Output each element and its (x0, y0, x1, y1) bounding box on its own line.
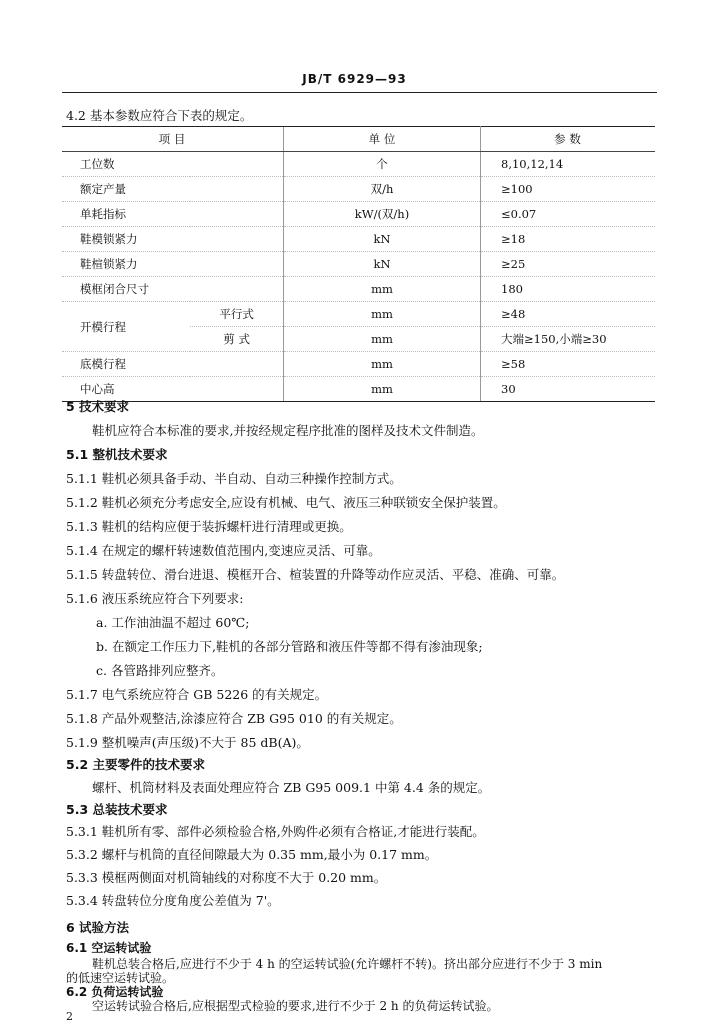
section-4-2: 4.2 基本参数应符合下表的规定。 (66, 108, 253, 123)
cell-unit: 双/h (284, 177, 481, 202)
clause-5-1-6-a: a. 工作油油温不超过 60℃; (96, 615, 250, 630)
section-6-1-text-2: 的低速空运转试验。 (66, 971, 175, 985)
cell-unit: 个 (284, 152, 481, 177)
cell-item: 鞋楦锁紧力 (62, 252, 284, 277)
cell-param: 30 (481, 377, 656, 402)
table-row (62, 277, 655, 302)
clause-5-1-7: 5.1.7 电气系统应符合 GB 5226 的有关规定。 (66, 687, 328, 702)
cell-param: ≥48 (481, 302, 656, 327)
parameter-table (62, 126, 655, 402)
cell-item: 开模行程 (62, 302, 190, 352)
table-row (62, 302, 655, 327)
section-6-1-text-1: 鞋机总装合格后,应进行不少于 4 h 的空运转试验(允许螺杆不转)。挤出部分应进行不少于 3 min (92, 957, 603, 971)
cell-item: 中心高 (62, 377, 284, 402)
clause-5-1-1: 5.1.1 鞋机必须具备手动、半自动、自动三种操作控制方式。 (66, 471, 402, 486)
section-5-1-heading: 5.1 整机技术要求 (66, 447, 168, 462)
clause-5-1-8: 5.1.8 产品外观整洁,涂漆应符合 ZB G95 010 的有关规定。 (66, 711, 402, 726)
header-item: 项 目 (62, 127, 284, 152)
clause-5-1-6-b: b. 在额定工作压力下,鞋机的各部分管路和液压件等都不得有渗油现象; (96, 639, 483, 654)
cell-unit: mm (284, 327, 481, 352)
standard-number: JB/T 6929—93 (302, 72, 407, 86)
section-5-3-heading: 5.3 总装技术要求 (66, 802, 168, 817)
cell-unit: mm (284, 352, 481, 377)
clause-5-1-4: 5.1.4 在规定的螺杆转速数值范围内,变速应灵活、可靠。 (66, 543, 381, 558)
clause-5-1-2: 5.1.2 鞋机必须充分考虑安全,应设有机械、电气、液压三种联锁安全保护装置。 (66, 495, 506, 510)
section-5-2-heading: 5.2 主要零件的技术要求 (66, 757, 205, 772)
section-6-2-heading: 6.2 负荷运转试验 (66, 985, 164, 999)
clause-5-1-6-c: c. 各管路排列应整齐。 (96, 663, 224, 678)
table-row (62, 227, 655, 252)
table-row (62, 377, 655, 402)
section-5-2-text: 螺杆、机筒材料及表面处理应符合 ZB G95 009.1 中第 4.4 条的规定。 (92, 780, 491, 795)
cell-unit: kN (284, 227, 481, 252)
cell-unit: mm (284, 377, 481, 402)
cell-param: 大端≥150,小端≥30 (481, 327, 656, 352)
clause-5-3-2: 5.3.2 螺杆与机筒的直径间隙最大为 0.35 mm,最小为 0.17 mm。 (66, 847, 438, 862)
cell-param: ≥100 (481, 177, 656, 202)
cell-param: ≤0.07 (481, 202, 656, 227)
table-header-row (62, 127, 655, 152)
section-6-heading: 6 试验方法 (66, 920, 130, 935)
cell-item: 底模行程 (62, 352, 284, 377)
cell-item: 模框闭合尺寸 (62, 277, 284, 302)
clause-5-1-6: 5.1.6 液压系统应符合下列要求: (66, 591, 244, 606)
cell-unit: mm (284, 277, 481, 302)
cell-item: 额定产量 (62, 177, 284, 202)
header-param: 参 数 (481, 127, 656, 152)
cell-item: 单耗指标 (62, 202, 284, 227)
page-number: 2 (66, 1010, 73, 1023)
cell-param: ≥18 (481, 227, 656, 252)
section-6-2-text: 空运转试验合格后,应根据型式检验的要求,进行不少于 2 h 的负荷运转试验。 (92, 999, 499, 1013)
header-rule (62, 92, 657, 93)
table-row (62, 152, 655, 177)
cell-param: ≥25 (481, 252, 656, 277)
section-5-heading: 5 技术要求 (66, 399, 130, 414)
cell-unit: kN (284, 252, 481, 277)
table-row (62, 177, 655, 202)
clause-5-1-9: 5.1.9 整机噪声(声压级)不大于 85 dB(A)。 (66, 735, 309, 750)
section-6-1-heading: 6.1 空运转试验 (66, 941, 152, 955)
cell-unit: mm (284, 302, 481, 327)
cell-item: 工位数 (62, 152, 284, 177)
cell-sub-item: 平行式 (190, 302, 283, 327)
cell-param: 8,10,12,14 (481, 152, 656, 177)
header-unit: 单 位 (284, 127, 481, 152)
clause-5-1-3: 5.1.3 鞋机的结构应便于装拆螺杆进行清理或更换。 (66, 519, 352, 534)
table-row (62, 352, 655, 377)
table-row (62, 202, 655, 227)
cell-unit: kW/(双/h) (284, 202, 481, 227)
section-5-intro: 鞋机应符合本标准的要求,并按经规定程序批准的图样及技术文件制造。 (92, 423, 484, 438)
cell-param: ≥58 (481, 352, 656, 377)
cell-item: 鞋模锁紧力 (62, 227, 284, 252)
clause-5-1-5: 5.1.5 转盘转位、滑台进退、模框开合、楦装置的升降等动作应灵活、平稳、准确、可靠。 (66, 567, 565, 582)
clause-5-3-3: 5.3.3 模框两侧面对机筒轴线的对称度不大于 0.20 mm。 (66, 870, 387, 885)
table-row (62, 252, 655, 277)
cell-sub-item: 剪 式 (190, 327, 283, 352)
cell-param: 180 (481, 277, 656, 302)
clause-5-3-4: 5.3.4 转盘转位分度角度公差值为 7'。 (66, 893, 280, 908)
clause-5-3-1: 5.3.1 鞋机所有零、部件必须检验合格,外购件必须有合格证,才能进行装配。 (66, 824, 485, 839)
